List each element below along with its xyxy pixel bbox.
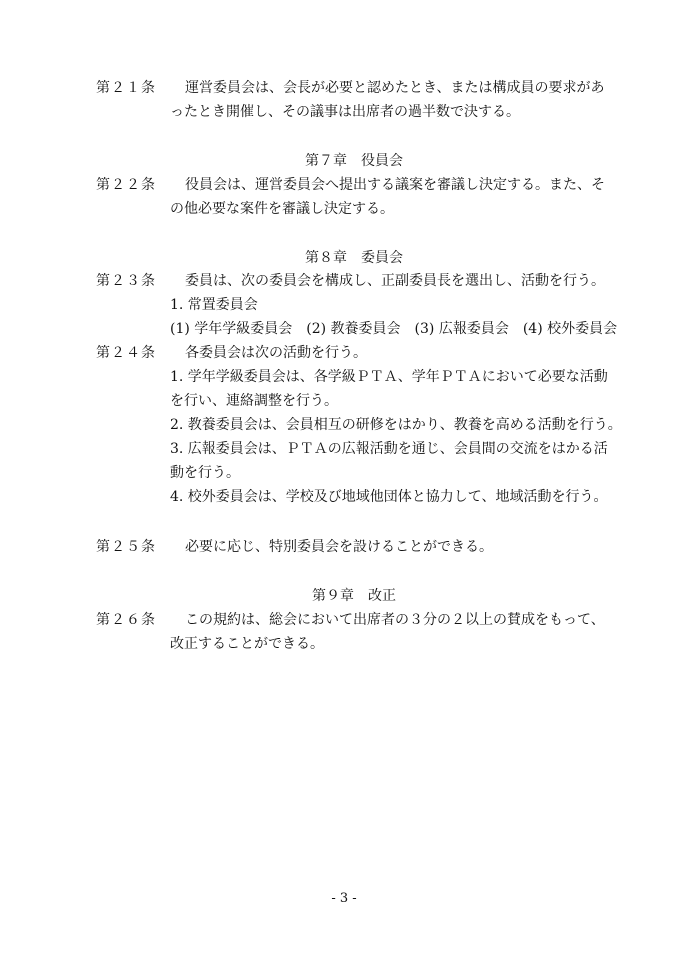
article-21-text-line2: ったとき開催し、その議事は出席者の過半数で決する。 bbox=[170, 104, 520, 120]
article-24-item-1-line1: 1. 学年学級委員会は、各学級ＰＴＡ、学年ＰＴＡにおいて必要な活動 bbox=[170, 369, 608, 385]
article-26-text-line1: この規約は、総会において出席者の３分の２以上の賛成をもって、 bbox=[185, 612, 605, 628]
article-24-item-2: 2. 教養委員会は、会員相互の研修をはかり、教養を高める活動を行う。 bbox=[170, 417, 622, 433]
article-23-item-1: 1. 常置委員会 bbox=[170, 297, 258, 313]
article-22-number: 第２２条 bbox=[96, 177, 156, 193]
article-24-item-4: 4. 校外委員会は、学校及び地域他団体と協力して、地域活動を行う。 bbox=[170, 489, 608, 505]
chapter-9-heading: 第９章 改正 bbox=[312, 588, 396, 604]
article-23-text-line1: 委員は、次の委員会を構成し、正副委員長を選出し、活動を行う。 bbox=[185, 273, 605, 289]
article-22-text-line2: の他必要な案件を審議し決定する。 bbox=[170, 201, 394, 217]
article-23-number: 第２３条 bbox=[96, 273, 156, 289]
article-22-text-line1: 役員会は、運営委員会へ提出する議案を審議し決定する。また、そ bbox=[185, 177, 605, 193]
article-26-number: 第２６条 bbox=[96, 612, 156, 628]
article-26-text-line2: 改正することができる。 bbox=[170, 636, 324, 652]
article-24-number: 第２４条 bbox=[96, 345, 156, 361]
article-21-text-line1: 運営委員会は、会長が必要と認めたとき、または構成員の要求があ bbox=[185, 80, 605, 96]
article-24-item-3-line2: 動を行う。 bbox=[170, 465, 240, 481]
article-24-text-line1: 各委員会は次の活動を行う。 bbox=[185, 345, 367, 361]
chapter-7-heading: 第７章 役員会 bbox=[305, 153, 403, 169]
article-23-committee-list: (1) 学年学級委員会 (2) 教養委員会 (3) 広報委員会 (4) 校外委員会 bbox=[170, 321, 618, 337]
article-24-item-1-line2: を行い、連絡調整を行う。 bbox=[170, 393, 338, 409]
article-21-number: 第２１条 bbox=[96, 80, 156, 96]
article-24-item-3-line1: 3. 広報委員会は、ＰＴＡの広報活動を通じ、会員間の交流をはかる活 bbox=[170, 441, 608, 457]
article-25-number: 第２５条 bbox=[96, 539, 156, 555]
chapter-8-heading: 第８章 委員会 bbox=[305, 250, 403, 266]
page-number: - 3 - bbox=[331, 891, 357, 906]
article-25-text: 必要に応じ、特別委員会を設けることができる。 bbox=[185, 539, 493, 555]
